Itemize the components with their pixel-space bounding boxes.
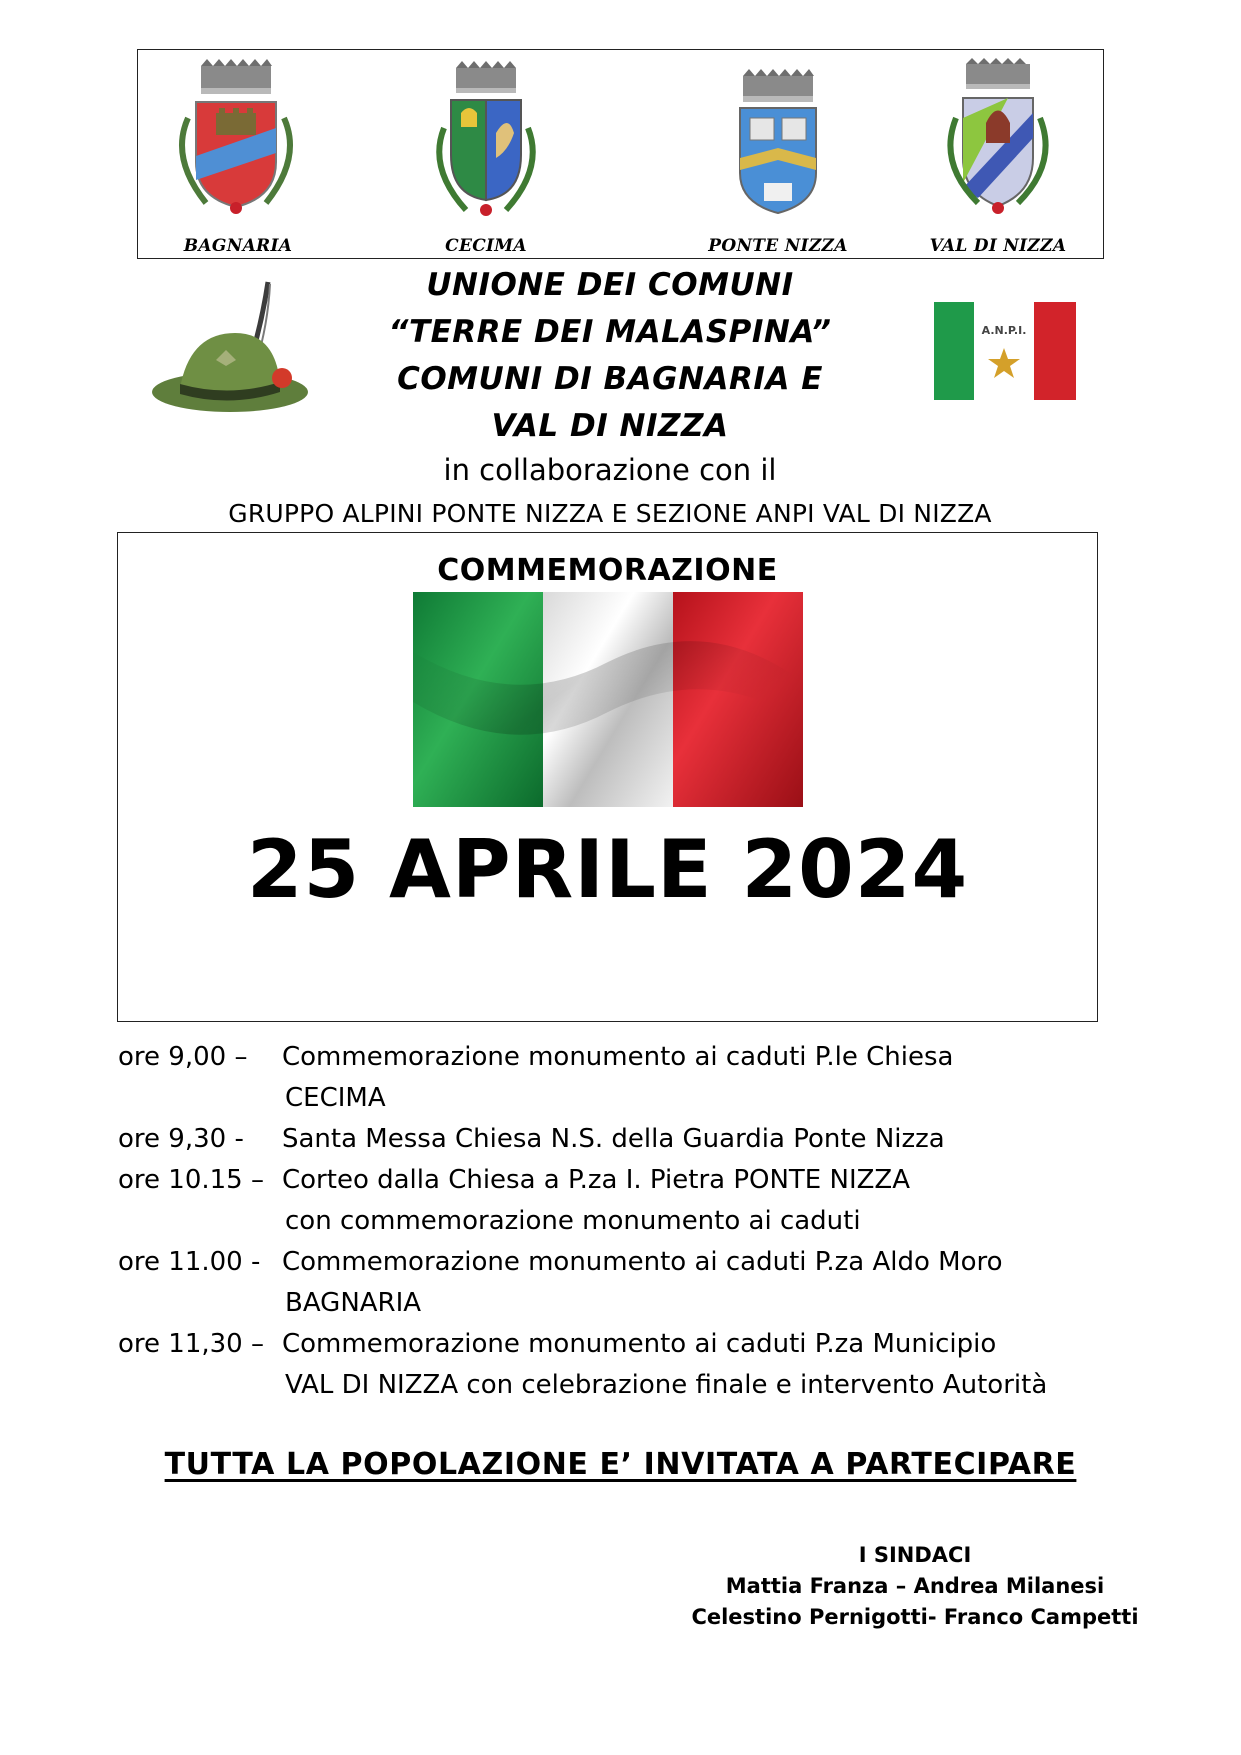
- schedule-description: Santa Messa Chiesa N.S. della Guardia Ponte Nizza: [282, 1124, 945, 1154]
- schedule-time: ore 11.00 -: [118, 1247, 261, 1277]
- val-di-nizza-coat-of-arms-icon: [918, 58, 1078, 223]
- collaboration-text: in collaborazione con il: [443, 453, 777, 487]
- cecima-coat-of-arms-icon: [406, 58, 566, 223]
- schedule-item: [118, 1119, 1128, 1160]
- schedule-item: [118, 1324, 1128, 1365]
- schedule-item: [118, 1037, 1128, 1078]
- coats-of-arms-panel: [137, 49, 1104, 259]
- ponte-nizza-coat-of-arms-icon: [698, 58, 858, 223]
- crest-label-val-di-nizza: VAL DI NIZZA: [929, 236, 1067, 256]
- anpi-flag-icon: [934, 302, 1076, 400]
- event-date: 25 APRILE 2024: [246, 823, 969, 916]
- schedule-description: Corteo dalla Chiesa a P.za I. Pietra PONTE NIZZA: [282, 1165, 911, 1195]
- invitation-label: TUTTA LA POPOLAZIONE E’ INVITATA A PARTECIPARE: [164, 1447, 1077, 1482]
- schedule-time: ore 11,30 –: [118, 1329, 264, 1359]
- groups-text: GRUPPO ALPINI PONTE NIZZA E SEZIONE ANPI VAL DI NIZZA: [228, 499, 992, 528]
- schedule-item: [118, 1160, 1128, 1201]
- schedule-time: ore 10.15 –: [118, 1165, 264, 1195]
- union-title: [320, 262, 900, 450]
- schedule-time: ore 9,00 –: [118, 1042, 248, 1072]
- invitation-text: [0, 1447, 1241, 1482]
- signature-names-2: Celestino Pernigotti- Franco Campetti: [691, 1605, 1139, 1629]
- signature-names-1: Mattia Franza – Andrea Milanesi: [725, 1574, 1105, 1598]
- crest-label-bagnaria: BAGNARIA: [183, 236, 293, 256]
- signature-block: [680, 1540, 1150, 1633]
- schedule-time: ore 9,30 -: [118, 1124, 244, 1154]
- italian-flag-icon: [413, 592, 803, 807]
- union-title-line-1: UNIONE DEI COMUNI: [426, 267, 794, 303]
- schedule-description: Commemorazione monumento ai caduti P.le Chiesa: [282, 1042, 954, 1072]
- schedule-list: [118, 1037, 1128, 1406]
- schedule-description-continued: BAGNARIA: [285, 1288, 422, 1318]
- anpi-label: A.N.P.I.: [981, 324, 1027, 337]
- schedule-description-continued: CECIMA: [285, 1083, 386, 1113]
- union-title-line-3: COMUNI DI BAGNARIA E: [397, 361, 823, 397]
- schedule-description-continued: con commemorazione monumento ai caduti: [285, 1206, 861, 1236]
- commemoration-panel: [117, 532, 1098, 1022]
- union-title-line-2: “TERRE DEI MALASPINA”: [388, 314, 832, 350]
- commemoration-title: COMMEMORAZIONE: [437, 553, 778, 588]
- alpini-hat-icon: [150, 280, 310, 425]
- union-title-line-4: VAL DI NIZZA: [491, 408, 729, 444]
- schedule-item: [118, 1242, 1128, 1283]
- schedule-description-continued: VAL DI NIZZA con celebrazione finale e intervento Autorità: [285, 1370, 1048, 1400]
- bagnaria-coat-of-arms-icon: [156, 58, 316, 223]
- crest-label-cecima: CECIMA: [445, 236, 527, 256]
- crest-label-ponte-nizza: PONTE NIZZA: [708, 236, 848, 256]
- schedule-description: Commemorazione monumento ai caduti P.za Aldo Moro: [282, 1247, 1003, 1277]
- signature-title: I SINDACI: [858, 1543, 972, 1567]
- schedule-description: Commemorazione monumento ai caduti P.za Municipio: [282, 1329, 997, 1359]
